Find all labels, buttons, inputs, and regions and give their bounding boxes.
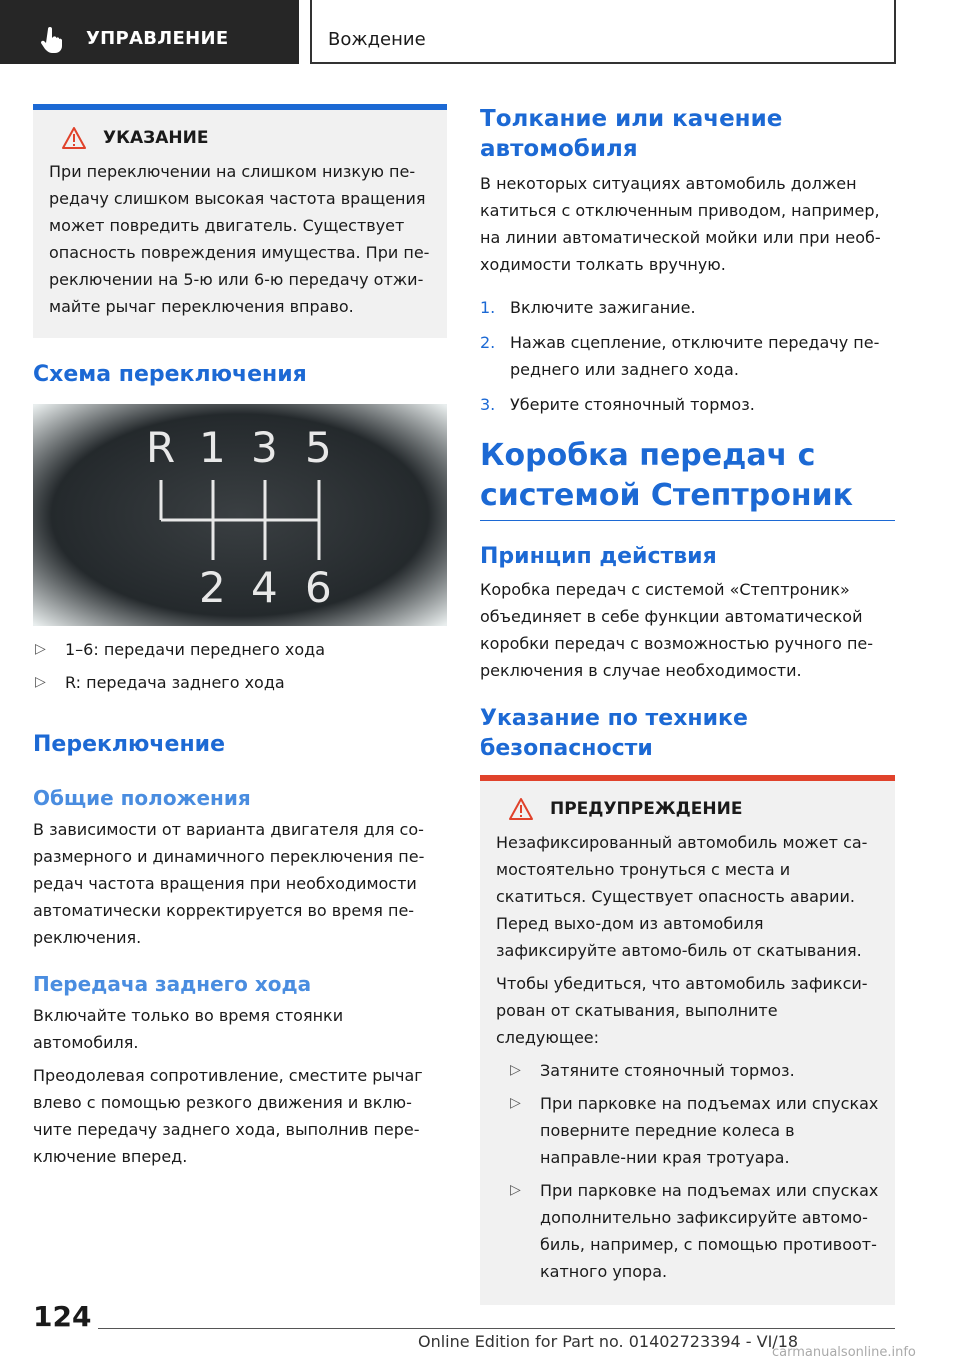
triangle-bullet-icon: ▷ (510, 1182, 521, 1198)
push-steps (480, 294, 895, 418)
push-title: Толкание или качение автомобиля (480, 106, 783, 162)
push-text: В некоторых ситуациях автомобиль должен катиться с отключенным приводом, например, на линии автоматической мойки или при необ-ходимости толкать вручную. (480, 174, 881, 274)
gear-label-4: 4 (251, 563, 278, 612)
warning-box (480, 775, 895, 1305)
warning-triangle-icon (61, 126, 87, 150)
watermark-text: carmanualsonline.info (772, 1345, 916, 1360)
general-text: В зависимости от варианта двигателя для со-размерного и динамичного переключения пе-редач частота вращения при необходимости автоматически корректируется во время пе-реключения. (33, 820, 425, 947)
safety-title: Указание по технике безопасности (480, 706, 748, 761)
principle-text: Коробка передач с системой «Стептроник» объединяет в себе функции автоматической коробки передач с возможностью ручного пе-реключения в случае необходимости. (480, 580, 874, 680)
shift-title: Переключение (33, 732, 225, 757)
list-item: ▷ При парковке на подъемах или спусках поверните передние колеса в направле-нии края тротуара. (508, 1090, 879, 1171)
triangle-bullet-icon: ▷ (35, 641, 46, 657)
gear-legend-list (33, 636, 447, 696)
gear-label-5: 5 (305, 423, 332, 472)
reverse-text-2: Преодолевая сопротивление, сместите рычаг влево с помощью резкого движения и вклю-чите передачу заднего хода, выполнив пере-ключение вперед. (33, 1066, 423, 1166)
reverse-text-1: Включайте только во время стоянки автомобиля. (33, 1006, 344, 1052)
principle-title: Принцип действия (480, 544, 717, 569)
list-item: 2. Нажав сцепление, отключите передачу пе-реднего или заднего хода. (480, 333, 880, 379)
list-item: ▷ Затяните стояночный тормоз. (508, 1057, 879, 1084)
list-item: 3. Уберите стояночный тормоз. (480, 395, 755, 414)
list-item: ▷ При парковке на подъемах или спусках дополнительно зафиксируйте автомо-биль, например, с помощью противоот-катного упора. (508, 1177, 879, 1285)
hand-pointer-icon (38, 26, 66, 54)
gear-label-2: 2 (199, 563, 226, 612)
shift-pattern-image (33, 404, 447, 626)
edition-text: Online Edition for Part no. 01402723394 - VI/18 (418, 1332, 799, 1351)
gear-label-6: 6 (305, 563, 332, 612)
scheme-title: Схема переключения (33, 362, 307, 387)
triangle-bullet-icon: ▷ (510, 1062, 521, 1078)
list-item: ▷ R: передача заднего хода (33, 669, 447, 696)
note-text: При переключении на слишком низкую пе-редачу слишком высокая частота вращения может повредить двигатель. Существует опасность повреждения имущества. При пе-реключении на 5-ю или 6-ю передачу отжи-майте рычаг переключения вправо. (49, 162, 430, 316)
reverse-title: Передача заднего хода (33, 972, 312, 996)
chapter-header (310, 0, 896, 64)
note-section (33, 104, 447, 338)
triangle-bullet-icon: ▷ (510, 1095, 521, 1111)
note-box (33, 104, 447, 338)
warning-triangle-icon (508, 797, 534, 821)
gear-label-R: R (146, 423, 176, 472)
section-rule (480, 520, 895, 521)
warning-text-2: Чтобы убедиться, что автомобиль зафикси-рован от скатывания, выполните следующее: (496, 974, 868, 1047)
section-tab[interactable] (0, 0, 299, 64)
gear-label-1: 1 (199, 423, 226, 472)
list-item: 1. Включите зажигание. (480, 298, 696, 317)
general-title: Общие положения (33, 786, 251, 810)
warning-text-1: Незафиксированный автомобиль может са-мостоятельно тронуться с места и скатиться. Существует опасность аварии. Перед выхо-дом из автомобиля зафиксируйте автомо-биль от скатывания. (496, 833, 868, 960)
note-title: УКАЗАНИЕ (103, 128, 209, 148)
triangle-bullet-icon: ▷ (35, 674, 46, 690)
gear-label-3: 3 (251, 423, 278, 472)
page-number: 124 (33, 1300, 92, 1333)
steptronic-title: Коробка передач с системой Стептроник (480, 438, 853, 513)
chapter-label: Вождение (328, 29, 426, 50)
list-item: ▷ 1–6: передачи переднего хода (33, 636, 447, 663)
warning-list (508, 1057, 879, 1285)
footer-divider (98, 1328, 895, 1329)
warning-title: ПРЕДУПРЕЖДЕНИЕ (550, 799, 743, 819)
section-label: УПРАВЛЕНИЕ (86, 28, 229, 49)
